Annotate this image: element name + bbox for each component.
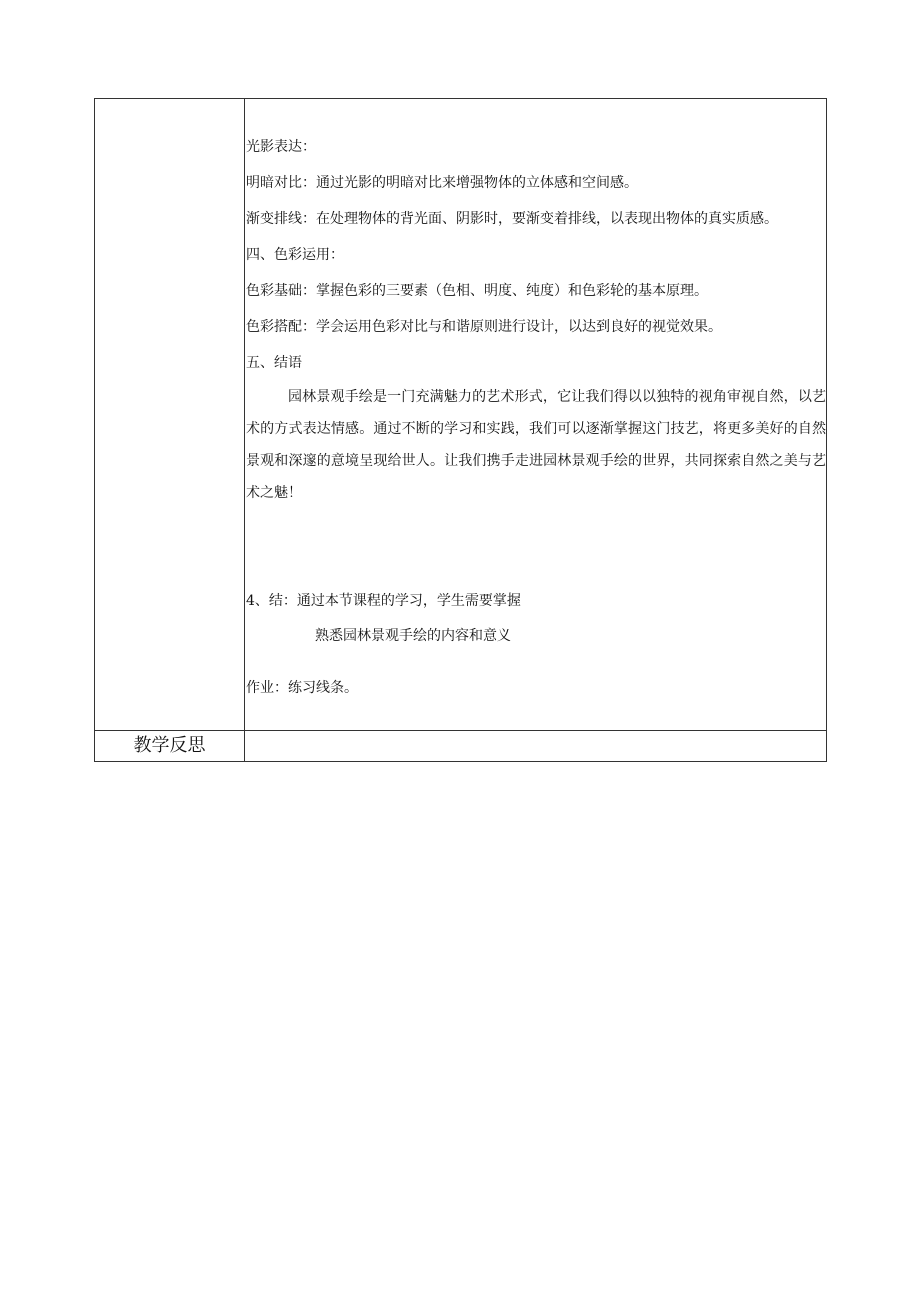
lesson-content-label-cell (95, 99, 245, 730)
conclusion-paragraph: 园林景观手绘是一门充满魅力的艺术形式，它让我们得以以独特的视角审视自然，以艺术的方式表达情感。通过不断的学习和实践，我们可以逐渐掌握这门技艺，将更多美好的自然景观和深邃的意境呈现给世人。让我们携手走进园林景观手绘的世界，共同探索自然之美与艺术之魅！ (246, 389, 826, 501)
reflection-cell[interactable] (245, 731, 826, 761)
reflection-label: 教学反思 (95, 731, 245, 761)
homework-line: 作业：练习线条。 (246, 680, 358, 696)
summary-detail-line: 熟悉园林景观手绘的内容和意义 (315, 628, 511, 644)
conclusion-heading: 五、结语 (246, 355, 302, 371)
summary-line: 4、结：通过本节课程的学习，学生需要掌握 (246, 593, 521, 609)
color-heading: 四、色彩运用： (246, 247, 344, 263)
gradient-hatching-line: 渐变排线：在处理物体的背光面、阴影时，要渐变着排线，以表现出物体的真实质感。 (246, 211, 778, 227)
color-basics-line: 色彩基础：掌握色彩的三要素（色相、明度、纯度）和色彩轮的基本原理。 (246, 283, 708, 299)
light-shadow-heading: 光影表达： (246, 139, 316, 155)
lesson-plan-table (94, 98, 827, 762)
color-matching-line: 色彩搭配：学会运用色彩对比与和谐原则进行设计，以达到良好的视觉效果。 (246, 319, 722, 335)
reflection-row (95, 731, 826, 761)
lesson-content-cell (245, 99, 826, 730)
contrast-line: 明暗对比：通过光影的明暗对比来增强物体的立体感和空间感。 (246, 175, 638, 191)
lesson-content-row (95, 99, 826, 731)
